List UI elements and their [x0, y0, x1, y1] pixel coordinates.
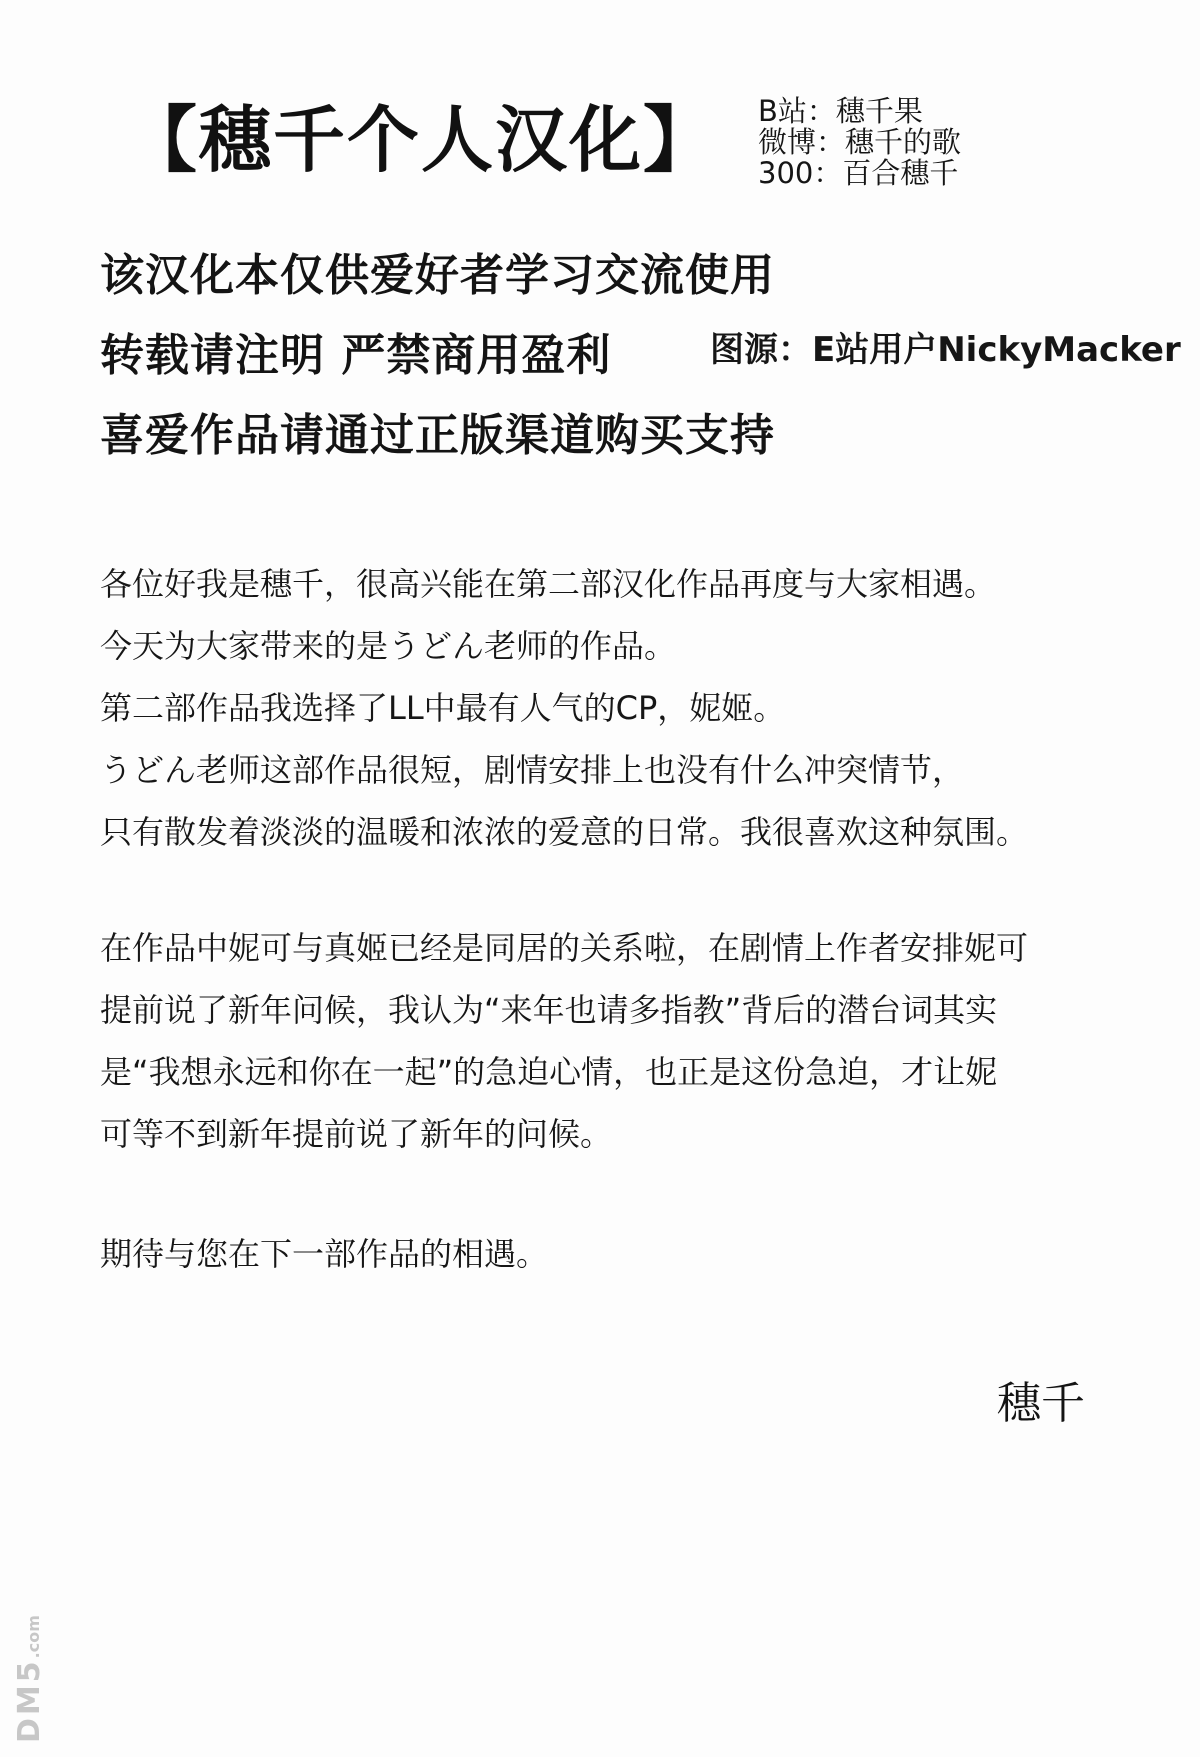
text-line: 提前说了新年问候，我认为“来年也请多指教”背后的潜台词其实: [100, 991, 998, 1029]
watermark-suffix: .com: [24, 1615, 43, 1659]
notice-line-1: 该汉化本仅供爱好者学习交流使用: [100, 250, 775, 301]
text-line: 各位好我是穗千，很高兴能在第二部汉化作品再度与大家相遇。: [100, 565, 997, 603]
notice-line-3: 喜爱作品请通过正版渠道购买支持: [100, 410, 775, 461]
social-accounts: [758, 96, 961, 189]
paragraph-greeting: [100, 553, 1120, 863]
text-line: 在作品中妮可与真姬已经是同居的关系啦，在剧情上作者安排妮可: [100, 929, 1029, 967]
signature: 穗千: [997, 1378, 1085, 1429]
paragraph-closing: [100, 1223, 1120, 1285]
social-bilibili: B站：穗千果: [758, 94, 923, 128]
social-weibo: 微博：穗千的歌: [758, 125, 962, 159]
text-line: 是“我想永远和你在一起”的急迫心情，也正是这份急迫，才让妮: [100, 1053, 998, 1091]
text-line: 第二部作品我选择了LL中最有人气的CP，妮姬。: [100, 689, 786, 727]
text-line: 期待与您在下一部作品的相遇。: [100, 1235, 549, 1273]
watermark-main: DM5: [12, 1658, 47, 1743]
usage-notice: [100, 236, 775, 476]
paragraph-story: [100, 917, 1120, 1165]
social-300: 300：百合穗千: [758, 156, 959, 190]
notice-line-2: 转载请注明 严禁商用盈利: [100, 330, 612, 381]
text-line: 今天为大家带来的是うどん老师的作品。: [100, 627, 677, 665]
text-line: 可等不到新年提前说了新年的问候。: [100, 1115, 613, 1153]
site-watermark: [12, 1583, 52, 1743]
image-source-credit: 图源：E站用户NickyMacker: [710, 330, 1181, 370]
page-title: 【穗千个人汉化】: [125, 98, 718, 182]
text-line: 只有散发着淡淡的温暖和浓浓的爱意的日常。我很喜欢这种氛围。: [100, 813, 1029, 851]
text-line: うどん老师这部作品很短，剧情安排上也没有什么冲突情节，: [100, 751, 965, 789]
